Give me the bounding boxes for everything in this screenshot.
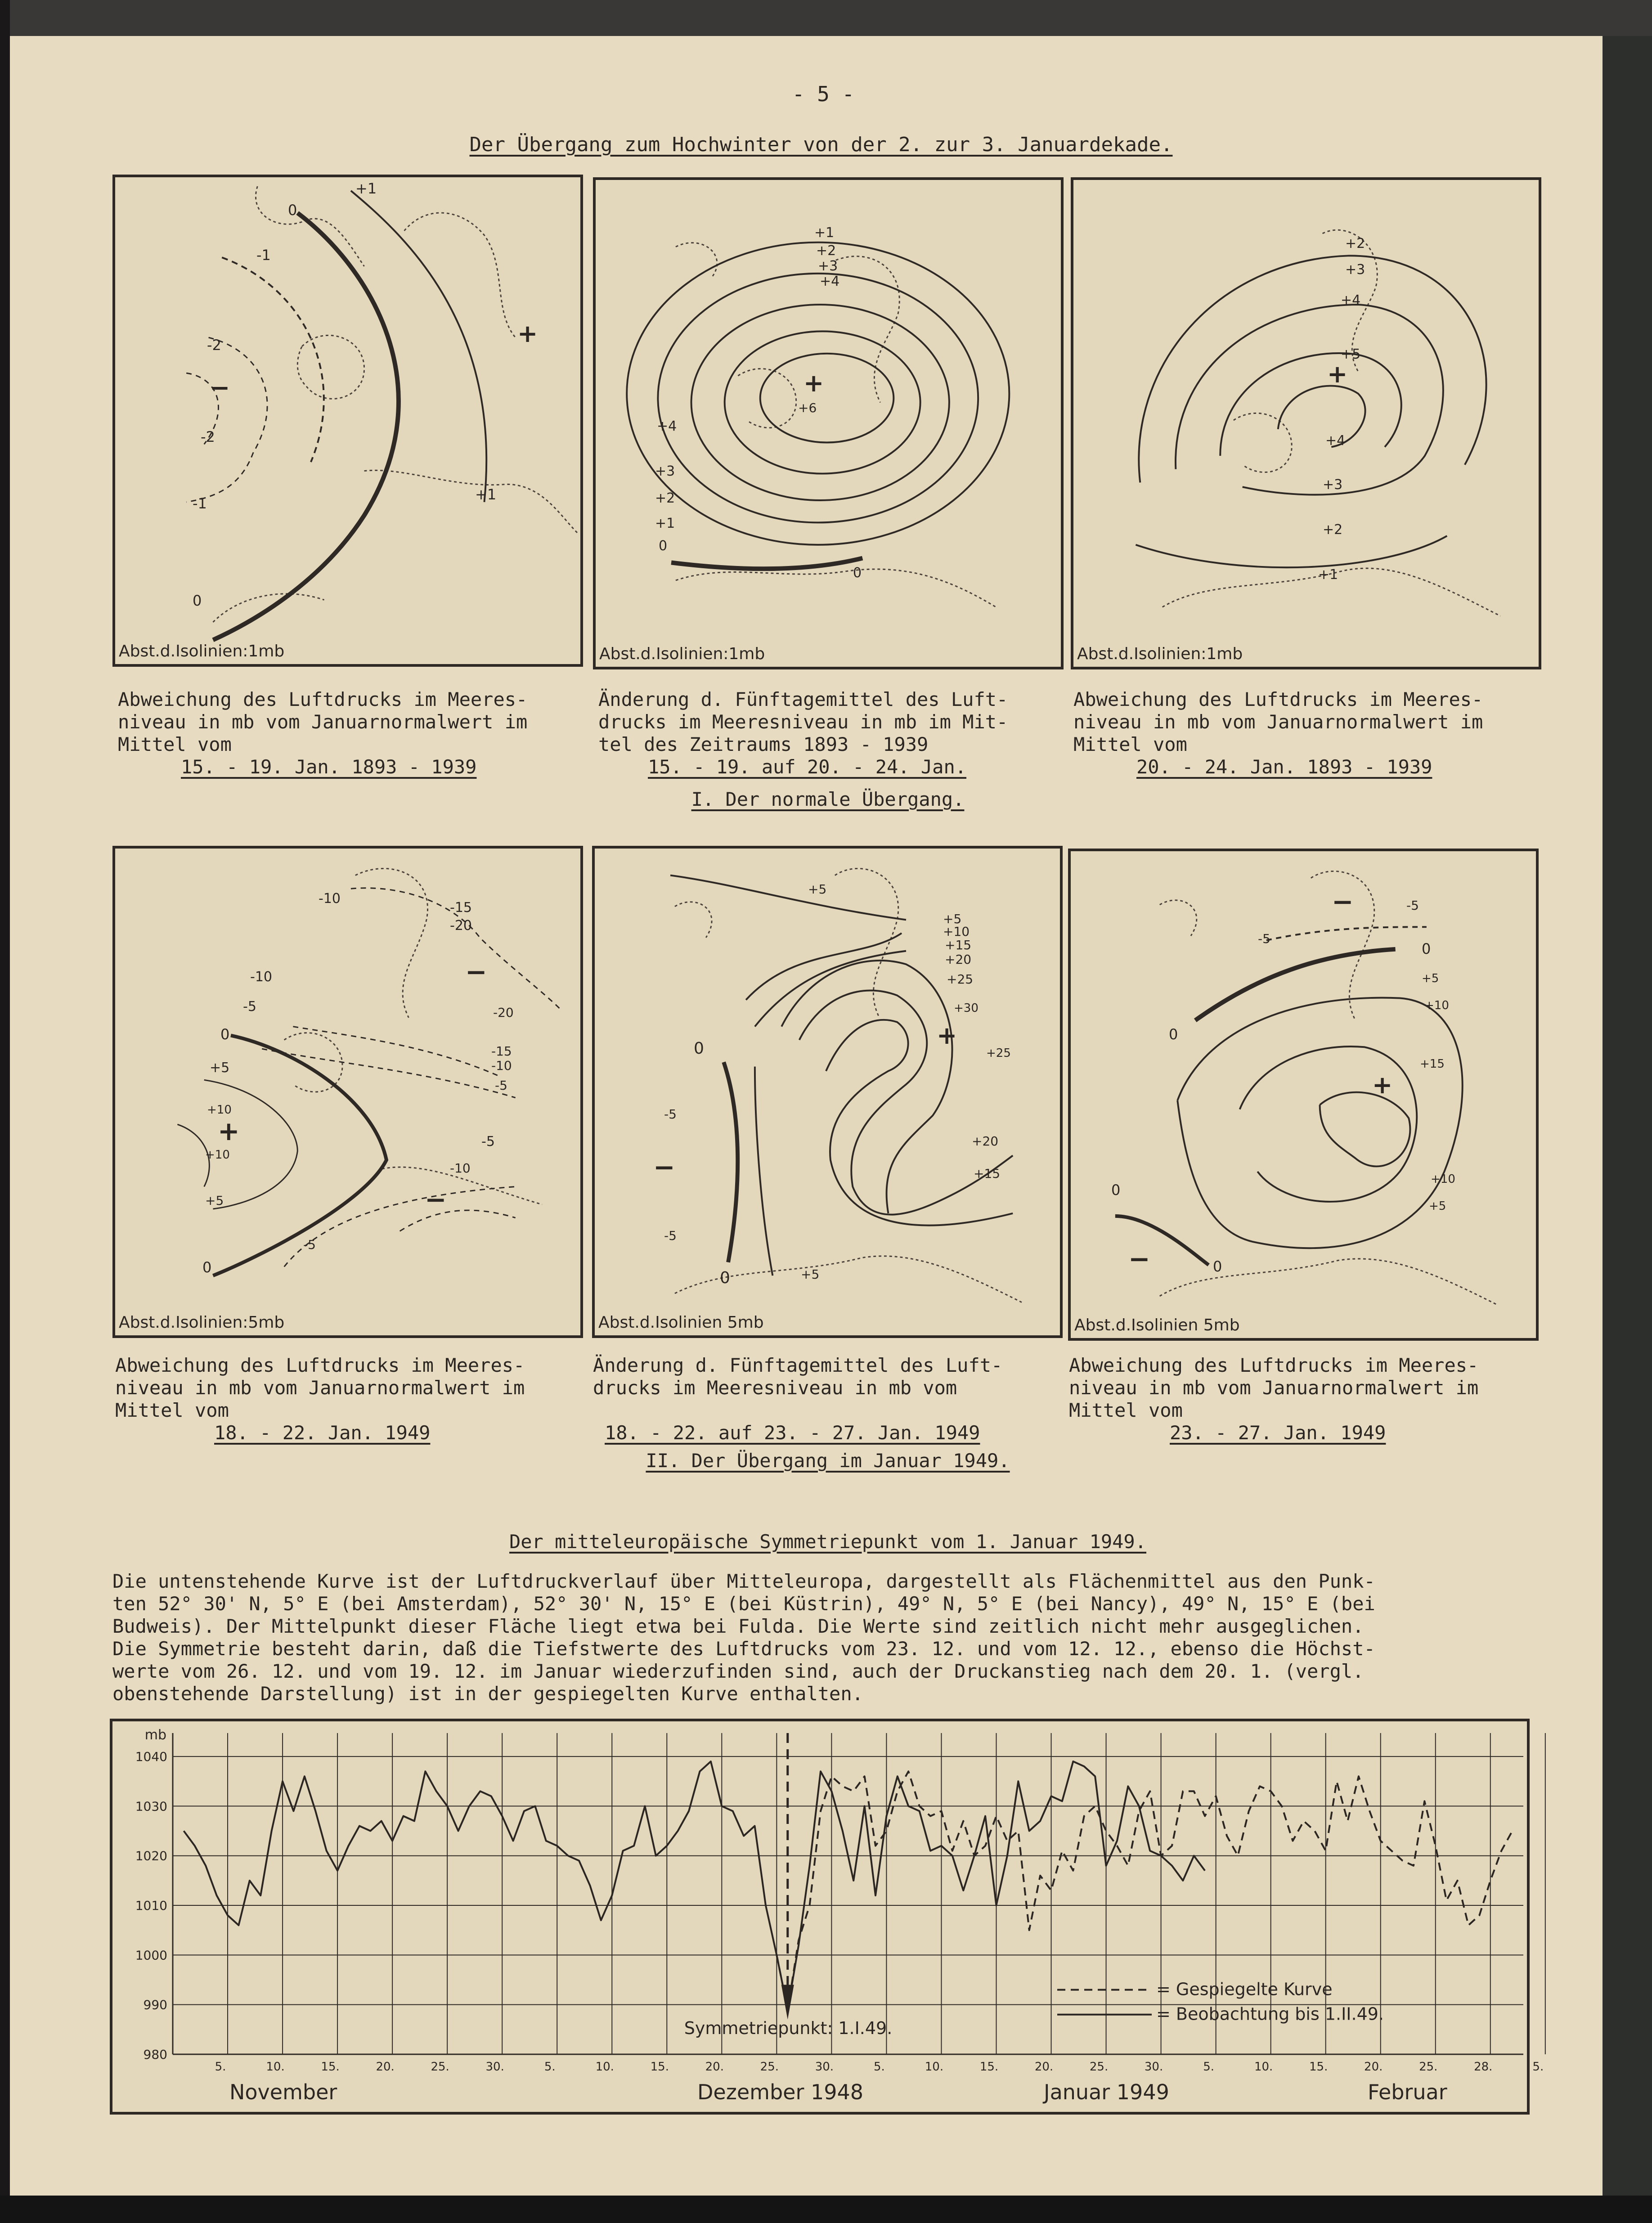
map-5-label: -5 [664, 1107, 677, 1122]
map-2-label: +6 [798, 400, 817, 415]
caption-line: Änderung d. Fünftagemittel des Luft- [593, 1354, 1003, 1376]
paragraph-line: obenstehende Darstellung) ist in der gespiegelten Kurve enthalten. [112, 1683, 863, 1705]
map-1-low-symbol: − [210, 373, 230, 402]
caption-1 [118, 688, 527, 778]
isolines-scale-label: Abst.d.Isolinien:1mb [599, 645, 765, 663]
book-spine [0, 0, 10, 2223]
caption-date: 18. - 22. Jan. 1949 [214, 1422, 431, 1444]
map-4-label: +10 [205, 1148, 230, 1162]
caption-5 [593, 1354, 1002, 1444]
x-tick-label: 15. [1309, 2060, 1328, 2074]
map-5-label: +5 [808, 882, 827, 897]
x-tick-label: 10. [595, 2060, 614, 2074]
paragraph-line: Die untenstehende Kurve ist der Luftdruckverlauf über Mitteleuropa, dargestellt als Flächenmittel aus den Punk- [112, 1570, 1375, 1592]
map-6-label: +10 [1431, 1172, 1455, 1186]
x-tick-label: 25. [760, 2060, 779, 2074]
x-tick-label: 28. [1474, 2060, 1493, 2074]
paragraph-line: werte vom 26. 12. und vom 19. 12. im Januar wiederzufinden sind, auch der Druckanstieg nach dem 20. 1. (vergl. [112, 1660, 1364, 1682]
map-5-label: +30 [954, 1001, 979, 1015]
map-4-label: -10 [491, 1058, 512, 1073]
map-4-label: -5 [495, 1078, 507, 1093]
caption-line: niveau in mb vom Januarnormalwert im [1069, 1377, 1479, 1399]
map-3-label: +3 [1323, 477, 1343, 493]
map-5-label: +10 [943, 924, 970, 939]
caption-line: niveau in mb vom Januarnormalwert im [115, 1377, 525, 1399]
map-5-label: +25 [947, 972, 974, 987]
map-5-high-symbol: + [937, 1021, 957, 1050]
paragraph-line: ten 52° 30' N, 5° E (bei Amsterdam), 52° 30' N, 15° E (bei Küstrin), 49° N, 5° E (bei Nancy), 49° N, 15° E (bei [112, 1593, 1375, 1615]
map-6-low-symbol: − [1128, 1244, 1150, 1274]
map-4-label: -10 [250, 969, 272, 985]
map-6-label: +10 [1424, 999, 1449, 1012]
map-4-label: -20 [450, 918, 472, 934]
map-4-label: +5 [210, 1060, 230, 1076]
y-tick-label: 1020 [135, 1848, 167, 1864]
map-1-label: -2 [207, 337, 221, 354]
x-tick-label: 20. [1034, 2060, 1054, 2074]
map-2-label: +4 [820, 274, 840, 289]
map-4-label: 0 [220, 1026, 230, 1043]
map-4-label: 0 [202, 1259, 212, 1276]
paragraph-line: Die Symmetrie besteht darin, daß die Tiefstwerte des Luftdrucks vom 23. 12. und vom 12. 12., ebenso die Höchst- [112, 1638, 1375, 1660]
map-6-label: 0 [1111, 1181, 1121, 1199]
caption-date: 18. - 22. auf 23. - 27. Jan. 1949 [605, 1422, 980, 1444]
x-tick-label: 30. [1144, 2060, 1163, 2074]
map-panel-5 [592, 846, 1063, 1338]
map-6-high-symbol: + [1372, 1071, 1393, 1099]
section-1-title: I. Der normale Übergang. [691, 788, 965, 810]
caption-line: Mittel vom [115, 1399, 229, 1421]
map-2-label: +1 [814, 225, 835, 241]
map-panel-4 [112, 846, 583, 1338]
caption-line: Mittel vom [118, 733, 232, 755]
x-tick-label: 5. [874, 2060, 885, 2074]
map-1-label: 0 [288, 202, 297, 219]
map-6-label: +15 [1420, 1057, 1445, 1071]
x-tick-label: 25. [431, 2060, 449, 2074]
map-5-low-symbol: − [653, 1152, 675, 1182]
x-tick-label: 25. [1419, 2060, 1438, 2074]
x-tick-label: 25. [1089, 2060, 1109, 2074]
x-tick-label: 10. [1254, 2060, 1273, 2074]
map-4-label: -15 [450, 900, 472, 916]
x-tick-label: 15. [650, 2060, 669, 2074]
caption-line: drucks im Meeresniveau in mb im Mit- [598, 711, 1008, 733]
map-5-drawing [595, 849, 1060, 1335]
map-5-label: +15 [945, 938, 972, 952]
map-2-label: 0 [853, 565, 862, 581]
symmetry-paragraph [112, 1570, 1521, 1705]
caption-line: Änderung d. Fünftagemittel des Luft- [598, 688, 1008, 710]
x-tick-label: 5. [544, 2060, 556, 2074]
month-label: Januar 1949 [1044, 2080, 1169, 2104]
map-3-drawing [1073, 180, 1539, 667]
map-1-label: +1 [475, 486, 497, 503]
y-axis-label: mb [144, 1727, 166, 1743]
map-3-label: +2 [1323, 522, 1343, 538]
symmetry-point-label: Symmetriepunkt: 1.I.49. [684, 2018, 893, 2038]
map-2-label: 0 [659, 538, 668, 554]
map-2-label: +3 [818, 258, 838, 274]
y-tick-label: 980 [143, 2047, 167, 2062]
map-3-label: +2 [1345, 236, 1365, 251]
caption-line: Abweichung des Luftdrucks im Meeres- [1069, 1354, 1479, 1376]
map-1-label: 0 [193, 592, 202, 609]
map-6-label: -5 [1406, 898, 1419, 913]
x-tick-label: 10. [925, 2060, 944, 2074]
x-tick-label: 20. [1364, 2060, 1383, 2074]
caption-line: niveau in mb vom Januarnormalwert im [1073, 711, 1483, 733]
map-3-label: +4 [1325, 433, 1346, 449]
map-4-label: -15 [491, 1044, 512, 1059]
symmetry-arrow-head [781, 1985, 794, 2020]
map-5-label: +20 [945, 952, 972, 967]
legend-label: = Gespiegelte Kurve [1156, 1979, 1333, 1999]
x-tick-label: 15. [321, 2060, 340, 2074]
x-tick-label: 20. [376, 2060, 395, 2074]
map-2-label: +3 [655, 463, 675, 479]
isolines-scale-label: Abst.d.Isolinien:1mb [119, 642, 285, 660]
map-5-label: +20 [972, 1134, 999, 1149]
map-5-label: +15 [974, 1166, 1001, 1181]
isolines-scale-label: Abst.d.Isolinien:5mb [119, 1313, 285, 1332]
isolines-scale-label: Abst.d.Isolinien:1mb [1077, 645, 1243, 663]
x-tick-label: 5. [1532, 2060, 1544, 2074]
map-1-label: -1 [256, 247, 271, 264]
map-2-label: +2 [655, 490, 675, 506]
map-5-label: 0 [694, 1039, 704, 1058]
caption-3 [1073, 688, 1483, 778]
x-tick-label: 5. [1203, 2060, 1215, 2074]
map-6-low-symbol: − [1332, 886, 1354, 917]
map-4-label: -20 [493, 1005, 514, 1020]
map-4-high-symbol: + [218, 1116, 240, 1146]
x-tick-label: 15. [979, 2060, 999, 2074]
month-label: November [229, 2080, 337, 2104]
page-heading: Der Übergang zum Hochwinter von der 2. zur 3. Januardekade. [469, 133, 1173, 156]
map-3-label: +3 [1345, 262, 1365, 278]
section-2-title: II. Der Übergang im Januar 1949. [646, 1450, 1010, 1472]
x-tick-label: 10. [266, 2060, 285, 2074]
caption-4 [115, 1354, 525, 1444]
scan-background [0, 2196, 1652, 2223]
x-tick-label: 5. [215, 2060, 226, 2074]
caption-date: 15. - 19. Jan. 1893 - 1939 [181, 756, 477, 778]
legend-label: = Beobachtung bis 1.II.49. [1156, 2004, 1384, 2024]
y-tick-label: 1010 [135, 1898, 167, 1913]
page-number: - 5 - [792, 82, 855, 106]
x-tick-label: 30. [485, 2060, 504, 2074]
map-3-label: +1 [1318, 567, 1338, 583]
caption-line: Abweichung des Luftdrucks im Meeres- [118, 688, 528, 710]
map-3-label: +5 [1341, 346, 1361, 362]
binding-edge [1603, 36, 1652, 2196]
map-5-label: +5 [943, 912, 962, 926]
caption-6 [1069, 1354, 1478, 1444]
map-1-label: +1 [355, 180, 377, 197]
caption-date: 20. - 24. Jan. 1893 - 1939 [1136, 756, 1432, 778]
map-4-drawing [115, 849, 580, 1335]
caption-line: tel des Zeitraums 1893 - 1939 [598, 733, 929, 755]
map-4-label: -5 [303, 1237, 316, 1252]
caption-line: drucks im Meeresniveau in mb vom [593, 1377, 957, 1399]
y-tick-label: 1000 [135, 1948, 167, 1963]
caption-line: niveau in mb vom Januarnormalwert im [118, 711, 528, 733]
map-2-high-symbol: + [804, 369, 824, 397]
map-6-label: -5 [1258, 931, 1270, 946]
caption-line: Mittel vom [1069, 1399, 1183, 1421]
month-label: Dezember 1948 [697, 2080, 864, 2104]
map-6-label: 0 [1422, 940, 1431, 957]
paragraph-line: Budweis). Der Mittelpunkt dieser Fläche liegt etwa bei Fulda. Die Werte sind zeitlich nicht mehr ausgeglichen. [112, 1615, 1364, 1637]
y-tick-label: 1040 [135, 1749, 167, 1765]
y-tick-label: 990 [143, 1997, 167, 2012]
map-panel-1 [112, 175, 583, 667]
caption-date: 15. - 19. auf 20. - 24. Jan. [648, 756, 967, 778]
map-5-label: -5 [664, 1228, 677, 1243]
caption-2 [598, 688, 1008, 778]
mirrored-series-line [777, 1771, 1512, 2010]
x-tick-label: 20. [705, 2060, 724, 2074]
map-1-high-symbol: + [517, 319, 538, 348]
map-2-label: +4 [657, 418, 677, 434]
map-5-label: +5 [801, 1267, 820, 1282]
map-6-label: +5 [1422, 972, 1439, 985]
map-4-label: -10 [450, 1161, 471, 1176]
map-4-low-symbol: − [425, 1184, 447, 1215]
map-6-label: 0 [1169, 1026, 1178, 1043]
map-1-drawing [115, 177, 580, 664]
caption-line: Abweichung des Luftdrucks im Meeres- [115, 1354, 525, 1376]
caption-line: Abweichung des Luftdrucks im Meeres- [1073, 688, 1483, 710]
map-6-label: 0 [1213, 1258, 1222, 1275]
map-1-label: -1 [193, 495, 207, 512]
map-5-label: 0 [720, 1269, 730, 1287]
isolines-scale-label: Abst.d.Isolinien 5mb [598, 1313, 764, 1332]
caption-date: 23. - 27. Jan. 1949 [1170, 1422, 1386, 1444]
map-3-high-symbol: + [1327, 360, 1348, 388]
isolines-scale-label: Abst.d.Isolinien 5mb [1074, 1316, 1240, 1334]
map-4-label: +10 [207, 1103, 232, 1117]
map-6-label: +5 [1429, 1199, 1446, 1213]
symmetry-title: Der mitteleuropäische Symmetriepunkt vom 1. Januar 1949. [509, 1531, 1147, 1553]
pressure-chart [112, 1721, 1544, 2112]
map-4-label: -5 [481, 1134, 495, 1150]
map-4-label: +5 [205, 1193, 224, 1208]
map-2-label: +1 [655, 516, 675, 531]
map-4-label: -5 [243, 999, 256, 1015]
map-3-label: +4 [1341, 292, 1361, 308]
y-tick-label: 1030 [135, 1799, 167, 1814]
pressure-chart-frame [110, 1719, 1544, 2115]
map-4-label: -10 [319, 891, 341, 907]
map-panel-3 [1071, 177, 1541, 669]
map-1-label: -2 [201, 428, 215, 445]
map-2-label: +2 [816, 243, 836, 259]
map-4-low-symbol: − [465, 957, 487, 987]
map-5-label: +25 [986, 1046, 1011, 1060]
x-tick-label: 30. [815, 2060, 834, 2074]
caption-line: Mittel vom [1073, 733, 1187, 755]
month-label: Februar [1368, 2080, 1447, 2104]
